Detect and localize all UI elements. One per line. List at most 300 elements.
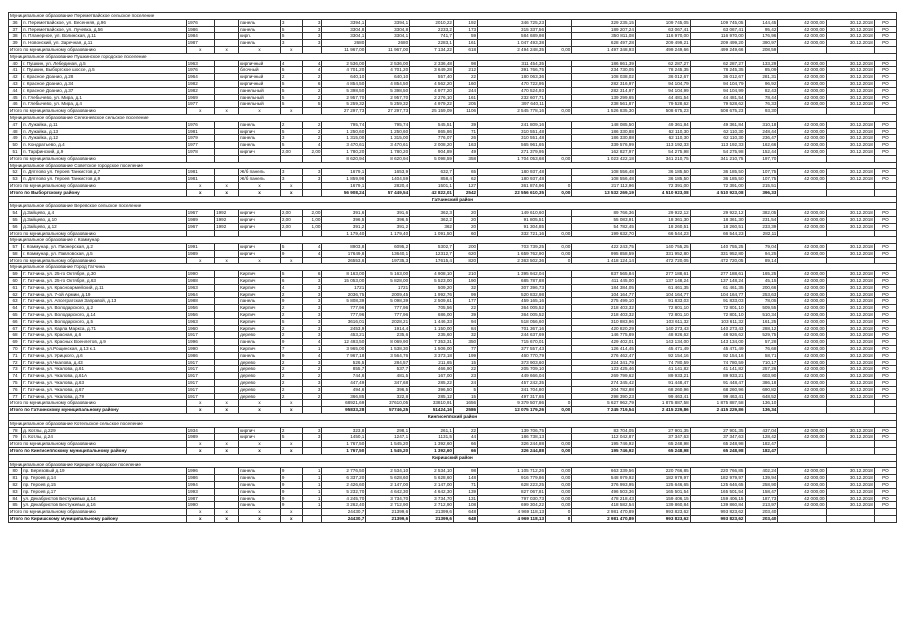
- table-cell: 420 820,29: [572, 325, 636, 332]
- table-cell: х: [239, 46, 281, 53]
- table-cell: 1977: [186, 101, 215, 108]
- table-row: [9, 481, 897, 488]
- table-cell: 2,00: [302, 148, 322, 155]
- row-number: 71: [9, 352, 22, 359]
- table-cell: РО: [874, 291, 896, 298]
- table-cell: 30.12.2018: [826, 325, 874, 332]
- table-cell: 42 000,00: [778, 325, 826, 332]
- table-cell: 32: [453, 284, 477, 291]
- table-cell: 269 799,62: [572, 373, 636, 380]
- table-cell: 190: [453, 278, 477, 285]
- table-cell: 42 000,00: [778, 148, 826, 155]
- table-cell: 628 497,28: [572, 40, 636, 47]
- table-cell: х: [239, 448, 281, 455]
- table-cell: 161: [453, 40, 477, 47]
- table-cell: 5: [280, 271, 302, 278]
- table-cell: 2: [302, 135, 322, 142]
- table-cell: 4 642,30: [366, 488, 410, 495]
- table-cell: 6 337,20: [322, 475, 366, 482]
- address-cell: Г. Гатчина, ул. Карла Маркса, д.71: [22, 325, 186, 332]
- table-cell: 310 551,48: [478, 135, 546, 142]
- table-cell: 3: [302, 305, 322, 312]
- address-cell: п. Котлы, д.24: [22, 434, 186, 441]
- table-cell: 1 315,00: [322, 135, 366, 142]
- table-row: [9, 468, 897, 475]
- table-cell: 2: [280, 325, 302, 332]
- table-cell: 125 646,65: [635, 481, 690, 488]
- table-cell: 217 112,96: [572, 182, 636, 189]
- table-cell: 4: [280, 60, 302, 67]
- table-cell: [826, 189, 874, 196]
- table-cell: [874, 441, 896, 448]
- table-cell: 9: [280, 339, 302, 346]
- table-cell: 261,1: [410, 427, 454, 434]
- table-cell: 548 979,92: [572, 475, 636, 482]
- table-cell: 30.12.2018: [826, 366, 874, 373]
- table-cell: 4 854,50: [366, 80, 410, 87]
- table-cell: 20: [453, 216, 477, 223]
- table-cell: 30.12.2018: [826, 94, 874, 101]
- table-cell: 91 805,51: [478, 216, 546, 223]
- table-cell: 1 780,20: [322, 148, 366, 155]
- table-cell: 139 860,84: [635, 502, 690, 509]
- table-cell: 30.12.2018: [826, 468, 874, 475]
- table-cell: 686,00: [410, 312, 454, 319]
- table-cell: [546, 19, 572, 26]
- table-cell: 45 471,49: [690, 346, 745, 353]
- table-cell: х: [215, 46, 239, 53]
- table-cell: 350 811,08: [572, 33, 636, 40]
- row-number: 46: [9, 101, 22, 108]
- table-cell: 1956: [186, 305, 215, 312]
- table-row: [9, 230, 897, 237]
- table-cell: 218 403,32: [572, 312, 636, 319]
- table-cell: 36 185,50: [690, 169, 745, 176]
- table-cell: [215, 352, 239, 359]
- table-row: [9, 339, 897, 346]
- table-row: [9, 33, 897, 40]
- table-cell: 460 770,79: [478, 352, 546, 359]
- address-cell: г. Красное Доанио, д.28: [22, 74, 186, 81]
- table-cell: [546, 346, 572, 353]
- table-cell: 37 347,63: [690, 434, 745, 441]
- table-cell: 1 659 762,90: [478, 250, 546, 257]
- grand-total-label: Итого по Киришскому муниципальному району: [9, 515, 187, 522]
- table-cell: 1,00: [302, 223, 322, 230]
- table-cell: 3 373,18: [410, 352, 454, 359]
- table-cell: 15: [453, 359, 477, 366]
- table-cell: 42 000,00: [778, 332, 826, 339]
- table-cell: 701 367,16: [478, 325, 546, 332]
- table-cell: х: [186, 400, 215, 407]
- table-cell: [215, 121, 239, 128]
- table-cell: РО: [874, 244, 896, 251]
- table-cell: 176,96: [745, 33, 778, 40]
- table-cell: 362,3: [410, 210, 454, 217]
- table-cell: РО: [874, 26, 896, 33]
- table-cell: х: [239, 509, 281, 516]
- table-cell: 30.12.2018: [826, 74, 874, 81]
- address-cell: п. Глебычево, ул. Мира, д.1: [22, 94, 186, 101]
- table-cell: 993 823,62: [635, 509, 690, 516]
- table-row: [9, 46, 897, 53]
- table-cell: 499 249,66: [635, 46, 690, 53]
- table-cell: 72 391,00: [635, 182, 690, 189]
- table-cell: РО: [874, 332, 896, 339]
- table-cell: [546, 94, 572, 101]
- table-cell: 30.12.2018: [826, 101, 874, 108]
- table-cell: кирпичный: [239, 60, 281, 67]
- table-cell: 4 908,10: [410, 271, 454, 278]
- table-cell: 30.12.2018: [826, 488, 874, 495]
- table-cell: 22: [453, 366, 477, 373]
- table-cell: 1: [302, 495, 322, 502]
- table-cell: 2 494 248,35: [478, 46, 546, 53]
- table-cell: х: [280, 257, 302, 264]
- table-cell: 57,28: [745, 339, 778, 346]
- table-cell: [215, 87, 239, 94]
- table-cell: 1 767,50: [322, 441, 366, 448]
- address-cell: ул. Декабристов Бестужевых д.16: [22, 502, 186, 509]
- table-cell: 1 875 887,58: [690, 400, 745, 407]
- table-cell: 72 801,10: [690, 305, 745, 312]
- table-cell: 30.12.2018: [826, 352, 874, 359]
- table-cell: 3394,1: [322, 19, 366, 26]
- table-cell: 2: [280, 121, 302, 128]
- table-cell: 4 701,20: [322, 67, 366, 74]
- table-cell: 182 979,97: [690, 475, 745, 482]
- table-cell: 42 000,00: [778, 210, 826, 217]
- table-cell: [874, 448, 896, 455]
- table-cell: 36 185,50: [690, 176, 745, 183]
- table-cell: [302, 509, 322, 516]
- table-cell: 3 734,70: [410, 495, 454, 502]
- table-cell: 2: [302, 74, 322, 81]
- table-cell: 232 607,71: [478, 94, 546, 101]
- table-cell: 1 047 493,38: [478, 40, 546, 47]
- table-cell: 203,40: [745, 509, 778, 516]
- table-cell: [215, 74, 239, 81]
- table-cell: 271 379,95: [478, 148, 546, 155]
- table-cell: 1993: [186, 488, 215, 495]
- table-cell: 391,2: [322, 223, 366, 230]
- table-cell: 1: [302, 475, 322, 482]
- table-cell: 3: [280, 169, 302, 176]
- table-cell: 21399,6: [366, 509, 410, 516]
- table-cell: х: [280, 46, 302, 53]
- table-cell: 139,94: [745, 475, 778, 482]
- row-number: 67: [9, 325, 22, 332]
- table-cell: 3: [302, 312, 322, 319]
- table-cell: 186 861,39: [572, 60, 636, 67]
- table-cell: 3: [302, 291, 322, 298]
- table-cell: 362,2: [410, 216, 454, 223]
- row-number: 52: [9, 169, 22, 176]
- table-cell: [215, 393, 239, 400]
- table-cell: 42 000,00: [778, 434, 826, 441]
- table-cell: 4 977,20: [410, 87, 454, 94]
- table-cell: [215, 305, 239, 312]
- table-cell: 5 398,50: [366, 87, 410, 94]
- table-cell: 9: [280, 495, 302, 502]
- table-cell: [302, 407, 322, 414]
- table-cell: РО: [874, 325, 896, 332]
- table-cell: 9: [280, 468, 302, 475]
- table-cell: х: [186, 182, 215, 189]
- table-cell: 71: [453, 128, 477, 135]
- table-cell: 1981: [186, 128, 215, 135]
- address-cell: п. Переметвайское, ул. Весенняя, д.96: [22, 19, 186, 26]
- table-cell: 220 766,85: [690, 468, 745, 475]
- table-cell: 42 000,00: [778, 475, 826, 482]
- table-cell: 397 640,11: [478, 101, 546, 108]
- table-cell: 1: [302, 346, 322, 353]
- table-cell: 341 210,75: [690, 155, 745, 162]
- table-cell: 30.12.2018: [826, 386, 874, 393]
- table-cell: дерево: [239, 359, 281, 366]
- table-cell: РО: [874, 176, 896, 183]
- table-cell: 112 042,87: [572, 434, 636, 441]
- table-cell: 329 235,15: [572, 19, 636, 26]
- table-cell: 1 497 348,93: [572, 46, 636, 53]
- table-cell: 18 361,30: [690, 216, 745, 223]
- table-cell: 391,6: [322, 210, 366, 217]
- table-cell: 274 345,42: [572, 380, 636, 387]
- table-cell: [778, 257, 826, 264]
- table-cell: [302, 515, 322, 522]
- table-cell: 1964: [186, 74, 215, 81]
- subtotal-label: Итого по муниципальному образованию: [9, 230, 187, 237]
- table-cell: 744,6: [322, 373, 366, 380]
- table-cell: РО: [874, 148, 896, 155]
- table-cell: 5: [280, 94, 302, 101]
- table-row: [9, 80, 897, 87]
- table-cell: панель: [239, 475, 281, 482]
- row-number: 55: [9, 216, 22, 223]
- row-number: 70: [9, 346, 22, 353]
- row-number: 68: [9, 332, 22, 339]
- table-cell: 113 192,33: [690, 142, 745, 149]
- table-cell: 60: [453, 230, 477, 237]
- table-cell: 5: [280, 101, 302, 108]
- table-cell: 161,25: [745, 318, 778, 325]
- table-cell: 496 503,36: [572, 488, 636, 495]
- table-cell: 2 509,61: [410, 298, 454, 305]
- table-cell: РО: [874, 481, 896, 488]
- table-cell: 91 304,85: [478, 223, 546, 230]
- table-cell: 94 104,99: [690, 87, 745, 94]
- table-cell: 699 304,22: [478, 502, 546, 509]
- table-cell: 2: [302, 94, 322, 101]
- table-cell: 41 141,82: [690, 366, 745, 373]
- table-cell: 234 730,05: [572, 67, 636, 74]
- table-cell: панель: [239, 135, 281, 142]
- address-cell: д.Зайцево, д.4: [22, 210, 186, 217]
- table-cell: 18 260,51: [635, 223, 690, 230]
- table-cell: [302, 257, 322, 264]
- table-cell: 2 981 470,89: [572, 515, 636, 522]
- table-cell: 9: [280, 250, 302, 257]
- table-cell: 0,00: [546, 108, 572, 115]
- table-cell: х: [215, 509, 239, 516]
- table-cell: 1653,9: [366, 169, 410, 176]
- table-cell: 30.12.2018: [826, 210, 874, 217]
- table-cell: 4 562,20: [410, 80, 454, 87]
- table-cell: 3: [302, 40, 322, 47]
- table-cell: 22 556 610,35: [478, 189, 546, 196]
- table-cell: 1 767,50: [322, 448, 366, 455]
- table-cell: дерево: [239, 386, 281, 393]
- table-cell: 199 632,70: [572, 230, 636, 237]
- table-cell: 797 030,73: [478, 495, 546, 502]
- table-cell: панельный: [239, 101, 281, 108]
- table-cell: 20: [453, 223, 477, 230]
- table-cell: 79 528,62: [690, 101, 745, 108]
- table-cell: 339 576,99: [572, 142, 636, 149]
- table-cell: 44: [453, 434, 477, 441]
- table-cell: 2 336,48: [410, 60, 454, 67]
- table-cell: 63 067,41: [635, 26, 690, 33]
- table-cell: 282 316,97: [572, 80, 636, 87]
- row-number: 39: [9, 40, 22, 47]
- table-cell: 82,43: [745, 87, 778, 94]
- subtotal-label: Итого по муниципальному образованию: [9, 400, 187, 407]
- table-cell: кирпич: [239, 434, 281, 441]
- table-cell: 0,00: [546, 250, 572, 257]
- table-cell: 437,04: [745, 427, 778, 434]
- table-cell: 13 532 269,19: [572, 189, 636, 196]
- table-cell: 48 926,62: [690, 332, 745, 339]
- table-cell: 1 150,00: [410, 325, 454, 332]
- table-cell: 5 259,32: [322, 101, 366, 108]
- table-cell: х: [239, 400, 281, 407]
- table-cell: 3: [302, 386, 322, 393]
- table-cell: х: [215, 441, 239, 448]
- table-cell: 391,6: [366, 210, 410, 217]
- table-cell: 285,22: [410, 380, 454, 387]
- table-cell: 236,47: [745, 135, 778, 142]
- table-cell: 1917: [186, 366, 215, 373]
- table-cell: 45,15: [745, 278, 778, 285]
- table-cell: х: [239, 515, 281, 522]
- table-cell: панель: [239, 468, 281, 475]
- grand-total-label: Итого по Выборгскому району: [9, 189, 187, 196]
- table-cell: 61 461,35: [635, 284, 690, 291]
- table-cell: 42 000,00: [778, 74, 826, 81]
- table-cell: 2 981 470,89: [572, 509, 636, 516]
- row-number: 73: [9, 366, 22, 373]
- table-cell: [302, 441, 322, 448]
- table-cell: Кирпич: [239, 271, 281, 278]
- table-cell: 108 556,48: [572, 169, 636, 176]
- table-cell: 3: [302, 325, 322, 332]
- table-cell: 3: [280, 19, 302, 26]
- table-cell: 24: [453, 380, 477, 387]
- table-cell: 30.12.2018: [826, 271, 874, 278]
- table-cell: 0,00: [546, 230, 572, 237]
- table-cell: 42 000,00: [778, 67, 826, 74]
- table-cell: [546, 210, 572, 217]
- table-cell: 30.12.2018: [826, 26, 874, 33]
- table-cell: 0,00: [546, 244, 572, 251]
- table-cell: панель: [239, 26, 281, 33]
- table-cell: 2: [280, 305, 302, 312]
- table-cell: 30.12.2018: [826, 502, 874, 509]
- table-row: [9, 182, 897, 189]
- table-cell: [778, 407, 826, 414]
- table-cell: 36 012,67: [635, 74, 690, 81]
- table-cell: 24430,7: [322, 509, 366, 516]
- table-cell: Кирпич: [239, 291, 281, 298]
- table-cell: 30.12.2018: [826, 305, 874, 312]
- table-cell: 2 147,00: [410, 481, 454, 488]
- table-cell: [778, 155, 826, 162]
- table-cell: 152,44: [745, 148, 778, 155]
- table-cell: 9 379 507,86: [478, 400, 546, 407]
- table-cell: 140 755,25: [635, 244, 690, 251]
- table-row: [9, 441, 897, 448]
- row-number: 81: [9, 475, 22, 482]
- subtotal-label: Итого по муниципальному образованию: [9, 46, 187, 53]
- table-cell: 127: [453, 182, 477, 189]
- table-cell: 104 164,77: [635, 291, 690, 298]
- row-number: 72: [9, 359, 22, 366]
- table-cell: х: [186, 108, 215, 115]
- table-cell: 167,00: [410, 373, 454, 380]
- table-cell: [546, 142, 572, 149]
- table-cell: [826, 155, 874, 162]
- section-heading: Муниципальное образование Веревское сельское поселение: [9, 203, 897, 210]
- table-cell: 2: [280, 74, 302, 81]
- table-cell: 5 628,60: [366, 475, 410, 482]
- table-cell: РО: [874, 393, 896, 400]
- table-row: [9, 101, 897, 108]
- section-heading: Муниципальное образование Котельское сельское поселение: [9, 420, 897, 427]
- table-row: [9, 427, 897, 434]
- table-cell: [546, 332, 572, 339]
- table-cell: РО: [874, 271, 896, 278]
- table-cell: [826, 441, 874, 448]
- table-cell: 94 104,99: [635, 87, 690, 94]
- table-cell: 1 091,50: [410, 230, 454, 237]
- table-cell: РО: [874, 427, 896, 434]
- table-cell: Кирпич: [239, 305, 281, 312]
- table-cell: 478 218,43: [572, 495, 636, 502]
- table-cell: 2: [302, 393, 322, 400]
- table-cell: 78 245,35: [635, 67, 690, 74]
- table-cell: панель: [239, 121, 281, 128]
- table-cell: 2453,9: [322, 325, 366, 332]
- table-row: [9, 210, 897, 217]
- table-cell: 42 000,00: [778, 312, 826, 319]
- table-cell: 777,96: [322, 305, 366, 312]
- table-cell: РО: [874, 67, 896, 74]
- table-cell: 42 000,00: [778, 373, 826, 380]
- address-cell: Г. Гатчина, ул. Красноармейский, д.11: [22, 284, 186, 291]
- table-cell: [546, 278, 572, 285]
- table-row: [9, 325, 897, 332]
- table-cell: 2 957,70: [366, 94, 410, 101]
- table-cell: 5: [280, 128, 302, 135]
- table-cell: 42 000,00: [778, 121, 826, 128]
- table-cell: 1960: [186, 325, 215, 332]
- address-cell: Г. Гатчина, ул. Чкалова, д.61А: [22, 373, 186, 380]
- table-cell: 3 262,40: [322, 502, 366, 509]
- table-cell: 4 510 923,08: [690, 189, 745, 196]
- table-cell: [546, 74, 572, 81]
- table-cell: 795,74: [366, 121, 410, 128]
- table-cell: 186 330,88: [572, 128, 636, 135]
